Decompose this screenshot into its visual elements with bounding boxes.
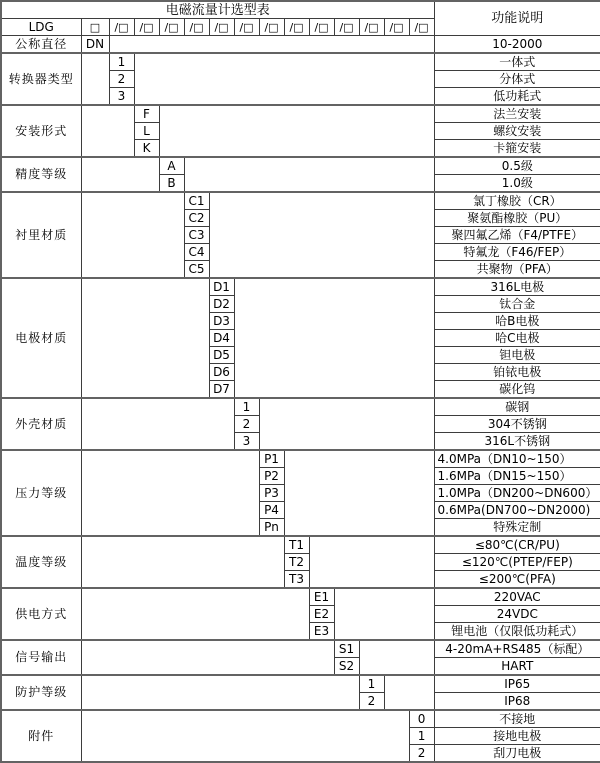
description-cell: ≤120℃(PTEP/FEP) [434,554,600,571]
code-cell: S1 [334,640,359,658]
code-cell: P4 [259,502,284,519]
description-cell: 316L不锈钢 [434,433,600,451]
description-cell: IP68 [434,693,600,711]
spacer-cell [81,536,284,588]
description-cell: 卡箍安装 [434,140,600,158]
description-cell: 220VAC [434,588,600,606]
description-cell: 304不锈钢 [434,416,600,433]
spacer-cell [134,53,434,105]
code-cell: 3 [234,433,259,451]
code-cell: E2 [309,606,334,623]
category-label: 安装形式 [1,105,81,157]
spacer-cell [384,675,434,710]
model-slot: /□ [259,19,284,36]
section-row [1,675,600,693]
description-cell: 316L电极 [434,278,600,296]
model-slot: /□ [134,19,159,36]
description-cell: 聚四氟乙烯（F4/PTFE） [434,227,600,244]
description-cell: 氯丁橡胶（CR） [434,192,600,210]
section-row [1,588,600,606]
description-cell: 一体式 [434,53,600,71]
code-cell: Pn [259,519,284,537]
description-cell: 哈B电极 [434,313,600,330]
category-label: 精度等级 [1,157,81,192]
model-slot: /□ [309,19,334,36]
category-label: 附件 [1,710,81,762]
spacer-cell [81,105,134,157]
model-slot: /□ [209,19,234,36]
description-cell: 分体式 [434,71,600,88]
spacer-cell [81,450,259,536]
spacer-cell [81,710,409,762]
code-cell: K [134,140,159,158]
section-row [1,53,600,71]
code-cell: F [134,105,159,123]
description-cell: 钛合金 [434,296,600,313]
code-cell: L [134,123,159,140]
code-cell: P1 [259,450,284,468]
category-label: 转换器类型 [1,53,81,105]
description-cell: 刮刀电极 [434,745,600,763]
description-cell: 0.5级 [434,157,600,175]
description-cell: 4-20mA+RS485（标配） [434,640,600,658]
category-label: 压力等级 [1,450,81,536]
code-cell: 2 [359,693,384,711]
category-label: 公称直径 [1,36,81,54]
spacer-cell [81,157,159,192]
model-slot: /□ [159,19,184,36]
code-cell: T3 [284,571,309,589]
code-cell: S2 [334,658,359,676]
code-cell: 2 [234,416,259,433]
spacer-cell [359,640,434,675]
model-slot: /□ [234,19,259,36]
category-label: 温度等级 [1,536,81,588]
description-cell: 1.0MPa（DN200~DN600） [434,485,600,502]
description-cell: 10-2000 [434,36,600,54]
code-cell: D3 [209,313,234,330]
spacer-cell [184,157,434,192]
spacer-cell [234,278,434,398]
description-cell: 碳钢 [434,398,600,416]
model-slot: /□ [334,19,359,36]
spacer-cell [81,192,184,278]
model-slot: /□ [359,19,384,36]
description-cell: 接地电极 [434,728,600,745]
code-cell: A [159,157,184,175]
section-row [1,192,600,210]
section-row [1,157,600,175]
code-cell: C4 [184,244,209,261]
code-cell: C5 [184,261,209,279]
category-label: 电极材质 [1,278,81,398]
spacer-cell [259,398,434,450]
section-row [1,640,600,658]
code-cell: D4 [209,330,234,347]
model-slot: /□ [109,19,134,36]
description-cell: 4.0MPa（DN10~150） [434,450,600,468]
description-cell: 碳化钨 [434,381,600,399]
title-row [1,1,600,19]
spacer-cell [159,105,434,157]
spacer-cell [309,536,434,588]
description-cell: 特氟龙（F46/FEP） [434,244,600,261]
code-cell: 1 [409,728,434,745]
description-cell: 法兰安装 [434,105,600,123]
code-cell: C3 [184,227,209,244]
category-label: 信号输出 [1,640,81,675]
description-cell: 哈C电极 [434,330,600,347]
category-label: 供电方式 [1,588,81,640]
code-cell: D5 [209,347,234,364]
spacer-cell [81,675,359,710]
description-cell: 钽电极 [434,347,600,364]
description-cell: 24VDC [434,606,600,623]
code-cell: 0 [409,710,434,728]
model-slot: /□ [384,19,409,36]
description-cell: 铂铱电极 [434,364,600,381]
spacer-cell [81,640,334,675]
section-row [1,105,600,123]
code-cell: B [159,175,184,193]
section-row [1,710,600,728]
code-cell: C1 [184,192,209,210]
spacer-cell [81,53,109,105]
description-cell: 低功耗式 [434,88,600,106]
section-row [1,450,600,468]
diameter-row [1,36,600,54]
description-cell: 螺纹安装 [434,123,600,140]
description-cell: 1.0级 [434,175,600,193]
code-cell: DN [81,36,109,54]
code-cell: D6 [209,364,234,381]
code-cell: T1 [284,536,309,554]
description-cell: ≤80℃(CR/PU) [434,536,600,554]
code-cell: E3 [309,623,334,641]
function-column-header: 功能说明 [434,1,600,36]
description-cell: 聚氨酯橡胶（PU） [434,210,600,227]
section-row [1,536,600,554]
model-box: □ [81,19,109,36]
category-label: 外壳材质 [1,398,81,450]
category-label: 防护等级 [1,675,81,710]
description-cell: ≤200℃(PFA) [434,571,600,589]
code-cell: P2 [259,468,284,485]
section-row [1,398,600,416]
code-cell: D7 [209,381,234,399]
description-cell: 共聚物（PFA） [434,261,600,279]
spacer-cell [209,192,434,278]
description-cell: 不接地 [434,710,600,728]
code-cell: C2 [184,210,209,227]
spacer-cell [334,588,434,640]
code-cell: P3 [259,485,284,502]
code-cell: D1 [209,278,234,296]
model-slot: /□ [184,19,209,36]
code-cell: 3 [109,88,134,106]
model-prefix: LDG [1,19,81,36]
description-cell: IP65 [434,675,600,693]
description-cell: 特殊定制 [434,519,600,537]
page-title: 电磁流量计选型表 [1,1,434,19]
code-cell: T2 [284,554,309,571]
code-cell: 1 [359,675,384,693]
category-label: 衬里材质 [1,192,81,278]
description-cell: 锂电池（仅限低功耗式） [434,623,600,641]
spacer-cell [109,36,434,54]
code-cell: D2 [209,296,234,313]
description-cell: HART [434,658,600,676]
spacer-cell [81,278,209,398]
section-row [1,278,600,296]
spacer-cell [81,398,234,450]
description-cell: 1.6MPa（DN15~150） [434,468,600,485]
code-cell: E1 [309,588,334,606]
code-cell: 1 [234,398,259,416]
description-cell: 0.6MPa(DN700~DN2000) [434,502,600,519]
spacer-cell [81,588,309,640]
code-cell: 2 [109,71,134,88]
code-cell: 1 [109,53,134,71]
spacer-cell [284,450,434,536]
model-slot: /□ [409,19,434,36]
code-cell: 2 [409,745,434,763]
model-slot: /□ [284,19,309,36]
